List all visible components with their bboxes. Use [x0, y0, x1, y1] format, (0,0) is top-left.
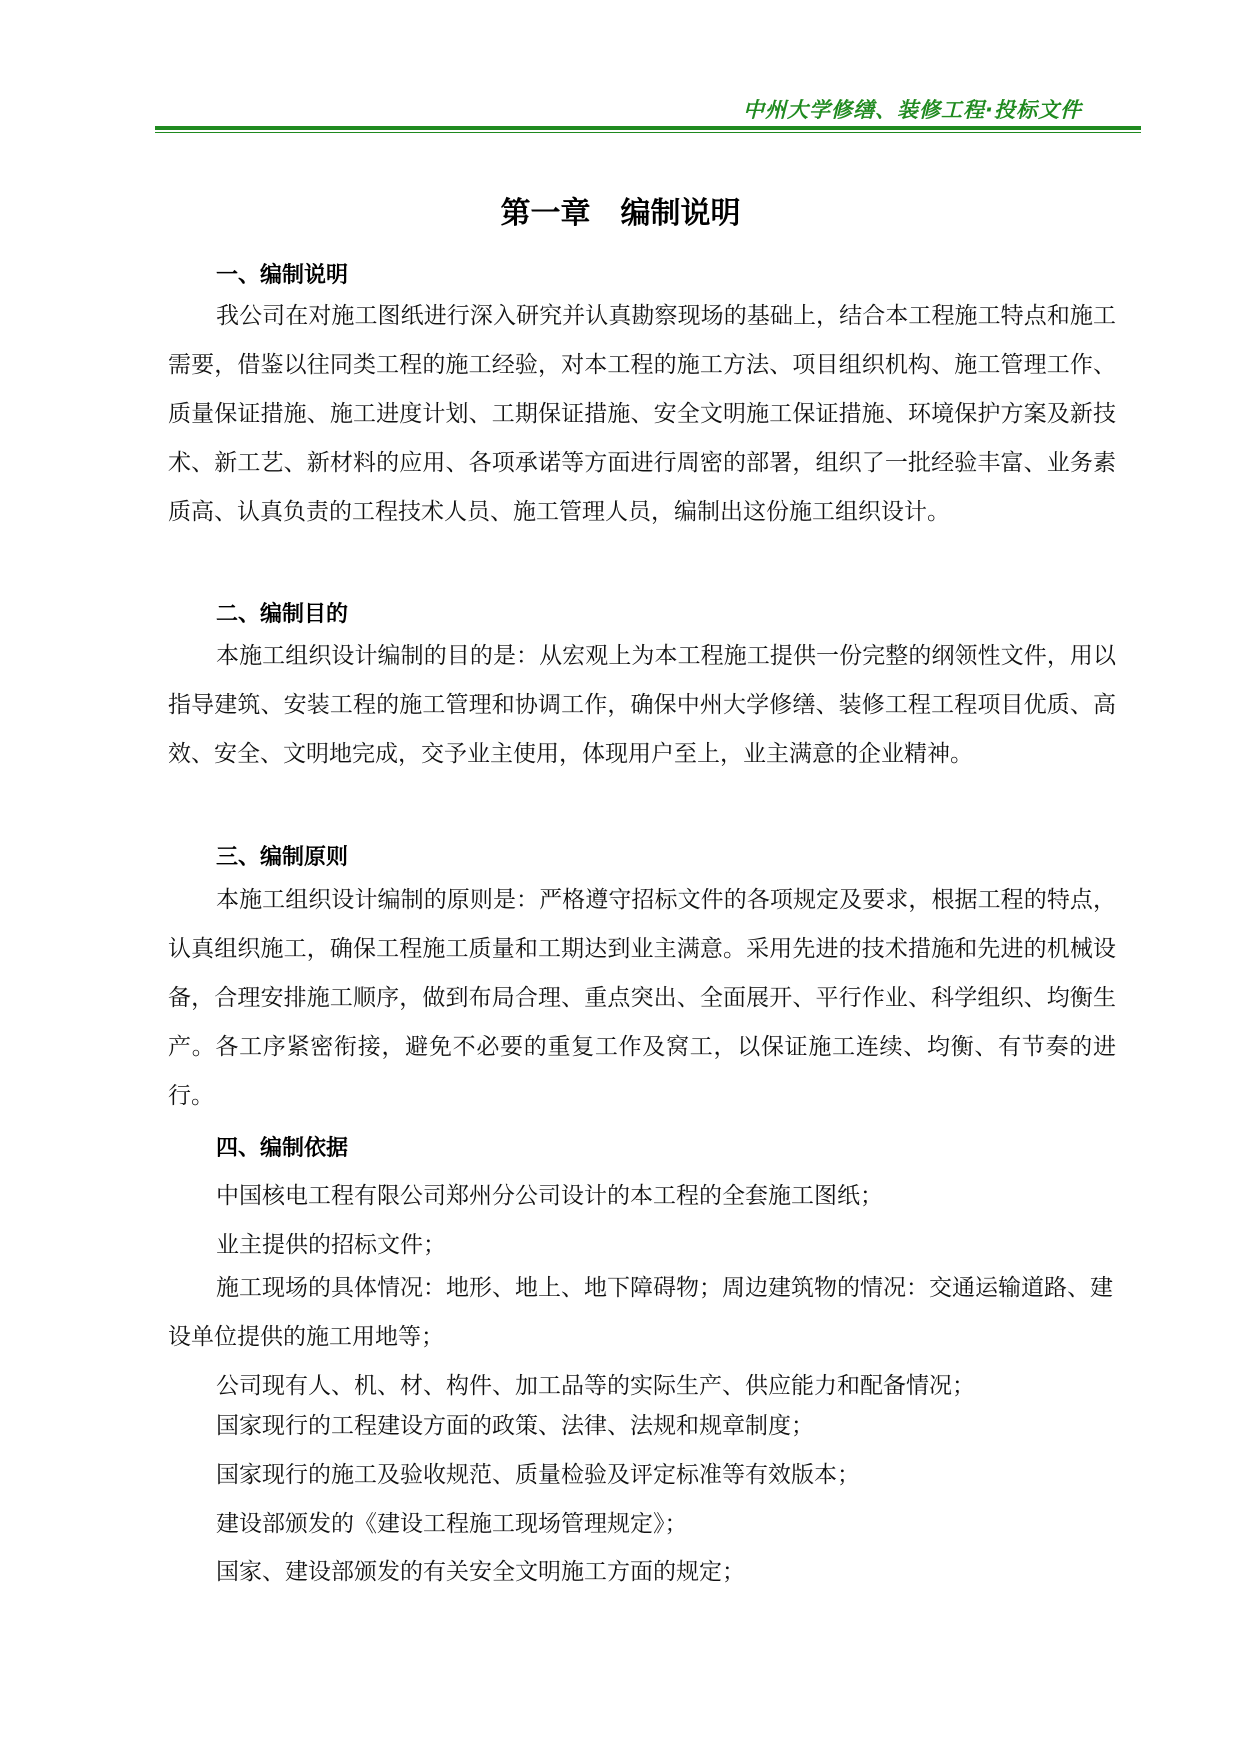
list-item: 国家现行的施工及验收规范、质量检验及评定标准等有效版本； [216, 1462, 860, 1488]
list-item: 国家现行的工程建设方面的政策、法律、法规和规章制度； [216, 1413, 814, 1439]
list-item: 业主提供的招标文件； [216, 1232, 446, 1258]
section-heading: 二、编制目的 [216, 602, 349, 627]
section-paragraph: 本施工组织设计编制的目的是：从宏观上为本工程施工提供一份完整的纲领性文件，用以指导建筑、安装工程的施工管理和协调工作，确保中州大学修缮、装修工程工程项目优质、高效、安全、文明地完成，交予业主使用，体现用户至上，业主满意的企业精神。 [168, 643, 1116, 767]
list-item: 建设部颁发的《建设工程施工现场管理规定》； [216, 1511, 688, 1537]
list-item: 中国核电工程有限公司郑州分公司设计的本工程的全套施工图纸； [216, 1183, 883, 1209]
section-heading: 三、编制原则 [216, 845, 349, 870]
list-item: 公司现有人、机、材、构件、加工品等的实际生产、供应能力和配备情况； [216, 1373, 975, 1399]
running-header: 中州大学修缮、装修工程·投标文件 [743, 98, 1082, 122]
chapter-title: 第一章 编制说明 [500, 196, 741, 231]
section-heading: 一、编制说明 [216, 263, 349, 288]
list-item: 施工现场的具体情况：地形、地上、地下障碍物；周边建筑物的情况：交通运输道路、建设单位提供的施工用地等； [168, 1275, 1113, 1350]
section-paragraph: 本施工组织设计编制的原则是：严格遵守招标文件的各项规定及要求，根据工程的特点，认真组织施工，确保工程施工质量和工期达到业主满意。采用先进的技术措施和先进的机械设备，合理安排施工顺序，做到布局合理、重点突出、全面展开、平行作业、科学组织、均衡生产。各工序紧密衔接，避免不必要的重复工作及窝工，以保证施工连续、均衡、有节奏的进行。 [168, 887, 1116, 1109]
list-item: 国家、建设部颁发的有关安全文明施工方面的规定； [216, 1559, 745, 1585]
header-rule [155, 126, 1141, 133]
section-heading: 四、编制依据 [216, 1136, 349, 1161]
section-paragraph: 我公司在对施工图纸进行深入研究并认真勘察现场的基础上，结合本工程施工特点和施工需要，借鉴以往同类工程的施工经验，对本工程的施工方法、项目组织机构、施工管理工作、质量保证措施、施工进度计划、工期保证措施、安全文明施工保证措施、环境保护方案及新技术、新工艺、新材料的应用、各项承诺等方面进行周密的部署，组织了一批经验丰富、业务素质高、认真负责的工程技术人员、施工管理人员，编制出这份施工组织设计。 [168, 303, 1116, 525]
